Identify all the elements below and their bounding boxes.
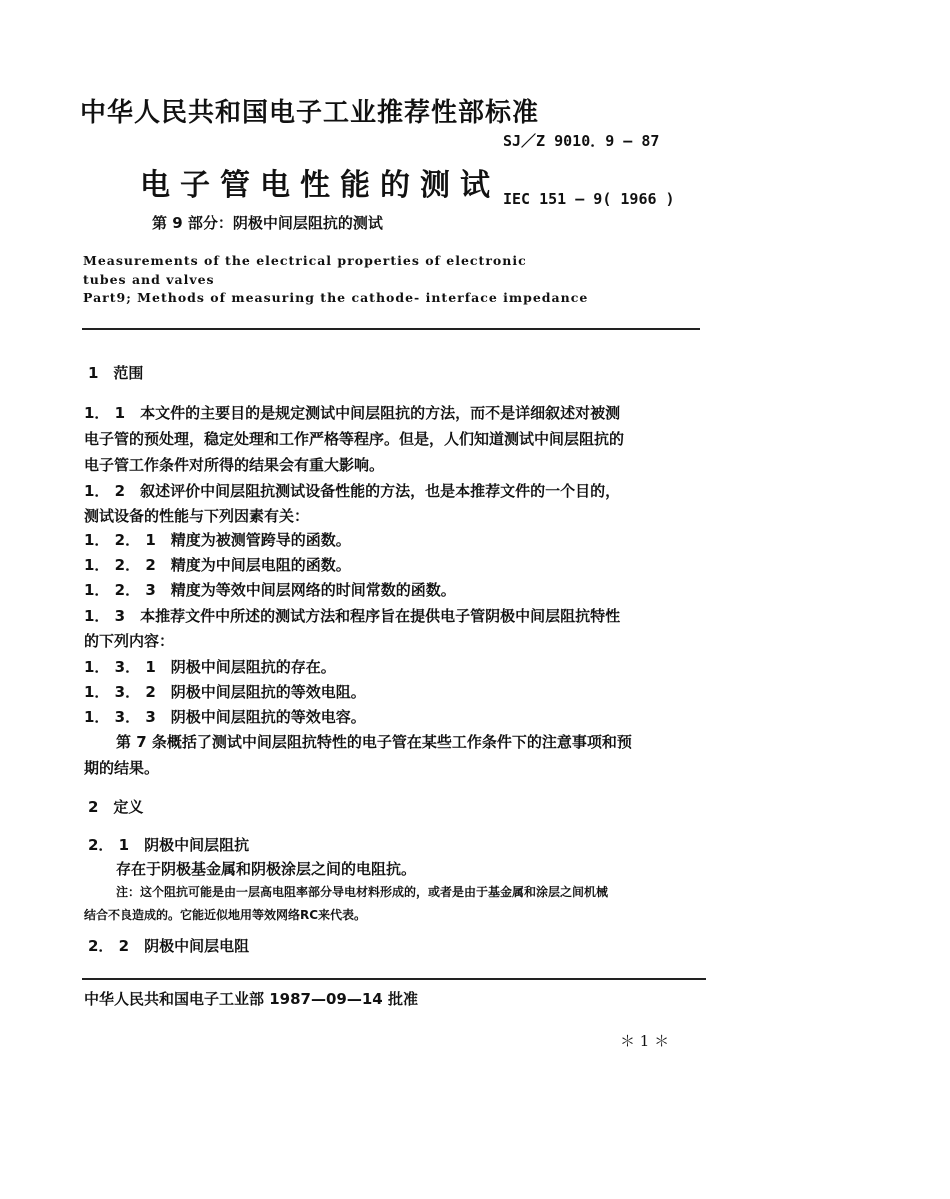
standard-number: SJ／Z 9010．9 — 87	[503, 132, 660, 150]
paragraph-line: 的下列内容：	[84, 632, 175, 650]
note-line: 结合不良造成的。它能近似地用等效网络RC来代表。	[84, 908, 367, 922]
section-heading: 1 范围	[88, 364, 144, 382]
list-item: 1． 3． 3 阴极中间层阻抗的等效电容。	[84, 708, 366, 726]
issuing-agency: 中华人民共和国电子工业推荐性部标准	[80, 98, 540, 128]
definition-term: 2． 1 阴极中间层阻抗	[88, 836, 250, 854]
definition-term: 2． 2 阴极中间层电阻	[88, 937, 250, 955]
paragraph-line: 1． 3 本推荐文件中所述的测试方法和程序旨在提供电子管阴极中间层阻抗特性	[84, 607, 621, 625]
document-title: 电子管电性能的测试	[140, 168, 500, 203]
list-item: 1． 2． 3 精度为等效中间层网络的时间常数的函数。	[84, 581, 456, 599]
note-line: 注：这个阻抗可能是由一层高电阻率部分导电材料形成的，或者是由于基金属和涂层之间机械	[116, 885, 609, 899]
paragraph-line: 1． 2 叙述评价中间层阻抗测试设备性能的方法，也是本推荐文件的一个目的，	[84, 482, 621, 500]
list-item: 1． 3． 2 阴极中间层阻抗的等效电阻。	[84, 683, 366, 701]
definition-text: 存在于阴极基金属和阴极涂层之间的电阻抗。	[116, 860, 417, 878]
paragraph-line: 电子管工作条件对所得的结果会有重大影响。	[84, 456, 385, 474]
header-divider	[82, 328, 700, 330]
page-number: ＊ 1 ＊	[620, 1032, 670, 1050]
approval-line: 中华人民共和国电子工业部 1987—09—14 批准	[84, 990, 418, 1008]
english-title-line: tubes and valves	[83, 272, 215, 287]
paragraph-line: 1． 1 本文件的主要目的是规定测试中间层阻抗的方法，而不是详细叙述对被测	[84, 404, 621, 422]
english-title-line: Part9; Methods of measuring the cathode- interface impedance	[83, 290, 589, 305]
list-item: 1． 2． 2 精度为中间层电阻的函数。	[84, 556, 351, 574]
paragraph-line: 测试设备的性能与下列因素有关：	[84, 507, 310, 525]
iec-number: IEC 151 — 9( 1966 )	[503, 190, 675, 208]
paragraph-line: 第 7 条概括了测试中间层阻抗特性的电子管在某些工作条件下的注意事项和预	[116, 733, 632, 751]
document-subtitle: 第 9 部分：阴极中间层阻抗的测试	[152, 214, 383, 232]
list-item: 1． 2． 1 精度为被测管跨导的函数。	[84, 531, 351, 549]
paragraph-line: 期的结果。	[84, 759, 160, 777]
english-title-line: Measurements of the electrical properties of electronic	[83, 253, 527, 268]
section-heading: 2 定义	[88, 798, 144, 816]
paragraph-line: 电子管的预处理，稳定处理和工作严格等程序。但是，人们知道测试中间层阻抗的	[84, 430, 625, 448]
list-item: 1． 3． 1 阴极中间层阻抗的存在。	[84, 658, 336, 676]
footer-divider	[82, 978, 706, 980]
